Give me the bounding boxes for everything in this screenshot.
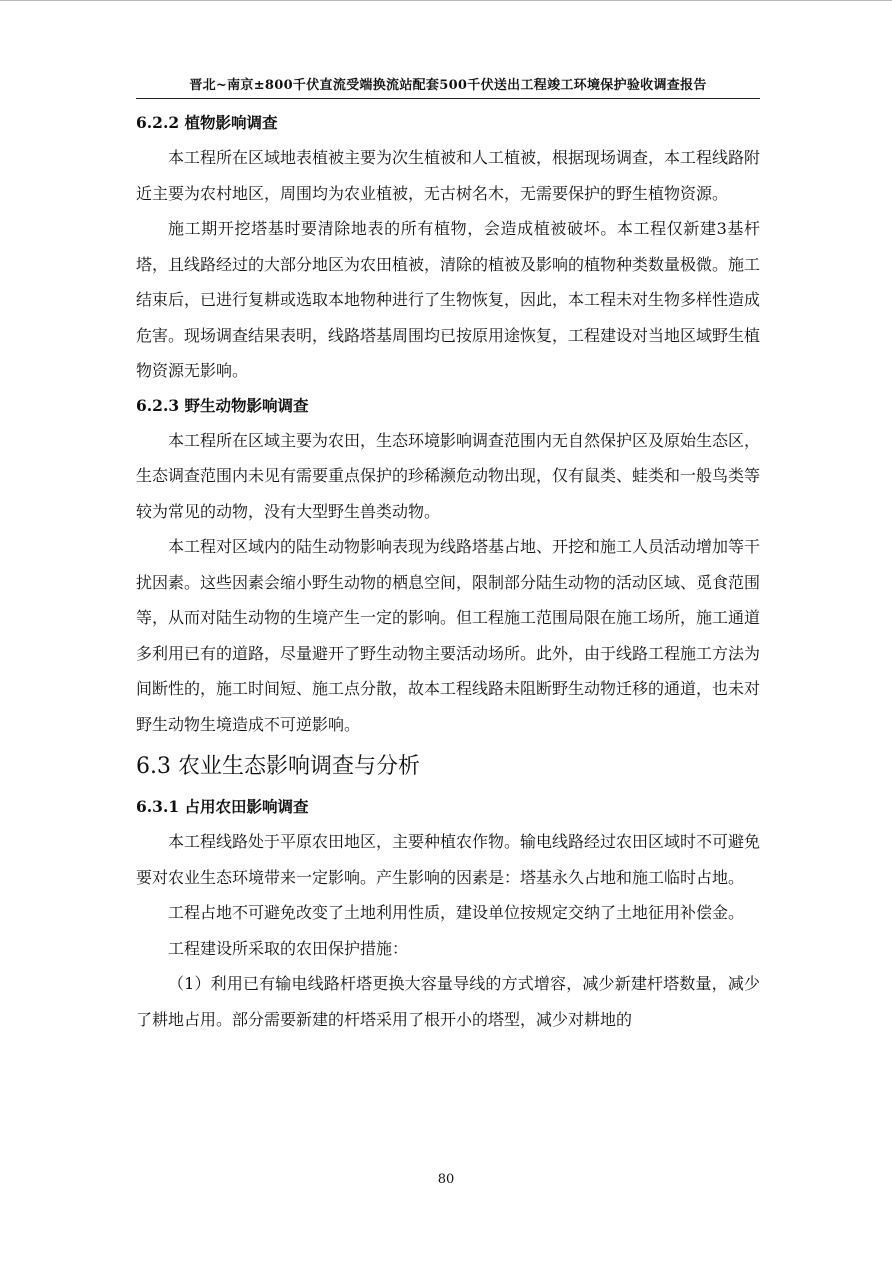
paragraph: （1）利用已有输电线路杆塔更换大容量导线的方式增容，减少新建杆塔数量，减少了耕地占用。部分需要新建的杆塔采用了根开小的塔型，减少对耕地的 — [136, 974, 760, 1029]
section-heading-6-3: 6.3 农业生态影响调查与分析 — [136, 754, 420, 779]
paragraph: 本工程所在区域地表植被主要为次生植被和人工植被，根据现场调查，本工程线路附近主要为农村地区，周围均为农业植被，无古树名木，无需要保护的野生植物资源。 — [136, 148, 761, 203]
running-header: 晋北~南京±800千伏直流受端换流站配套500千伏送出工程竣工环境保护验收调查报告 — [136, 74, 760, 99]
page-top-border — [0, 0, 892, 1]
section-heading-6-3-1: 6.3.1 占用农田影响调查 — [136, 797, 309, 816]
paragraph: 本工程所在区域主要为农田，生态环境影响调查范围内无自然保护区及原始生态区，生态调查范围内未见有需要重点保护的珍稀濒危动物出现，仅有鼠类、蛙类和一般鸟类等较为常见的动物，没有大型野生兽类动物。 — [136, 430, 761, 521]
paragraph: 施工期开挖塔基时要清除地表的所有植物，会造成植被破坏。本工程仅新建3基杆塔，且线路经过的大部分地区为农田植被，清除的植被及影响的植物种类数量极微。施工结束后，已进行复耕或选取本地物种进行了生物恢复，因此，本工程未对生物多样性造成危害。现场调查结果表明，线路塔基周围均已按原用途恢复，工程建设对当地区域野生植物资源无影响。 — [136, 219, 761, 380]
page-number: 80 — [437, 1172, 455, 1187]
section-heading-6-2-3: 6.2.3 野生动物影响调查 — [136, 395, 309, 415]
paragraph: 工程建设所采取的农田保护措施： — [168, 938, 409, 958]
page-content — [136, 106, 760, 1037]
paragraph: 本工程线路处于平原农田地区，主要种植农作物。输电线路经过农田区域时不可避免要对农业生态环境带来一定影响。产生影响的因素是：塔基永久占地和施工临时占地。 — [136, 832, 761, 887]
paragraph: 本工程对区域内的陆生动物影响表现为线路塔基占地、开挖和施工人员活动增加等干扰因素。这些因素会缩小野生动物的栖息空间，限制部分陆生动物的活动区域、觅食范围等，从而对陆生动物的生境产生一定的影响。但工程施工范围局限在施工场所，施工通道多利用已有的道路，尽量避开了野生动物主要活动场所。此外，由于线路工程施工方法为间断性的，施工时间短、施工点分散，故本工程线路未阻断野生动物迁移的通道，也未对野生动物生境造成不可逆影响。 — [136, 537, 761, 734]
paragraph: 工程占地不可避免改变了土地利用性质，建设单位按规定交纳了土地征用补偿金。 — [168, 903, 745, 922]
section-heading-6-2-2: 6.2.2 植物影响调查 — [136, 113, 278, 132]
